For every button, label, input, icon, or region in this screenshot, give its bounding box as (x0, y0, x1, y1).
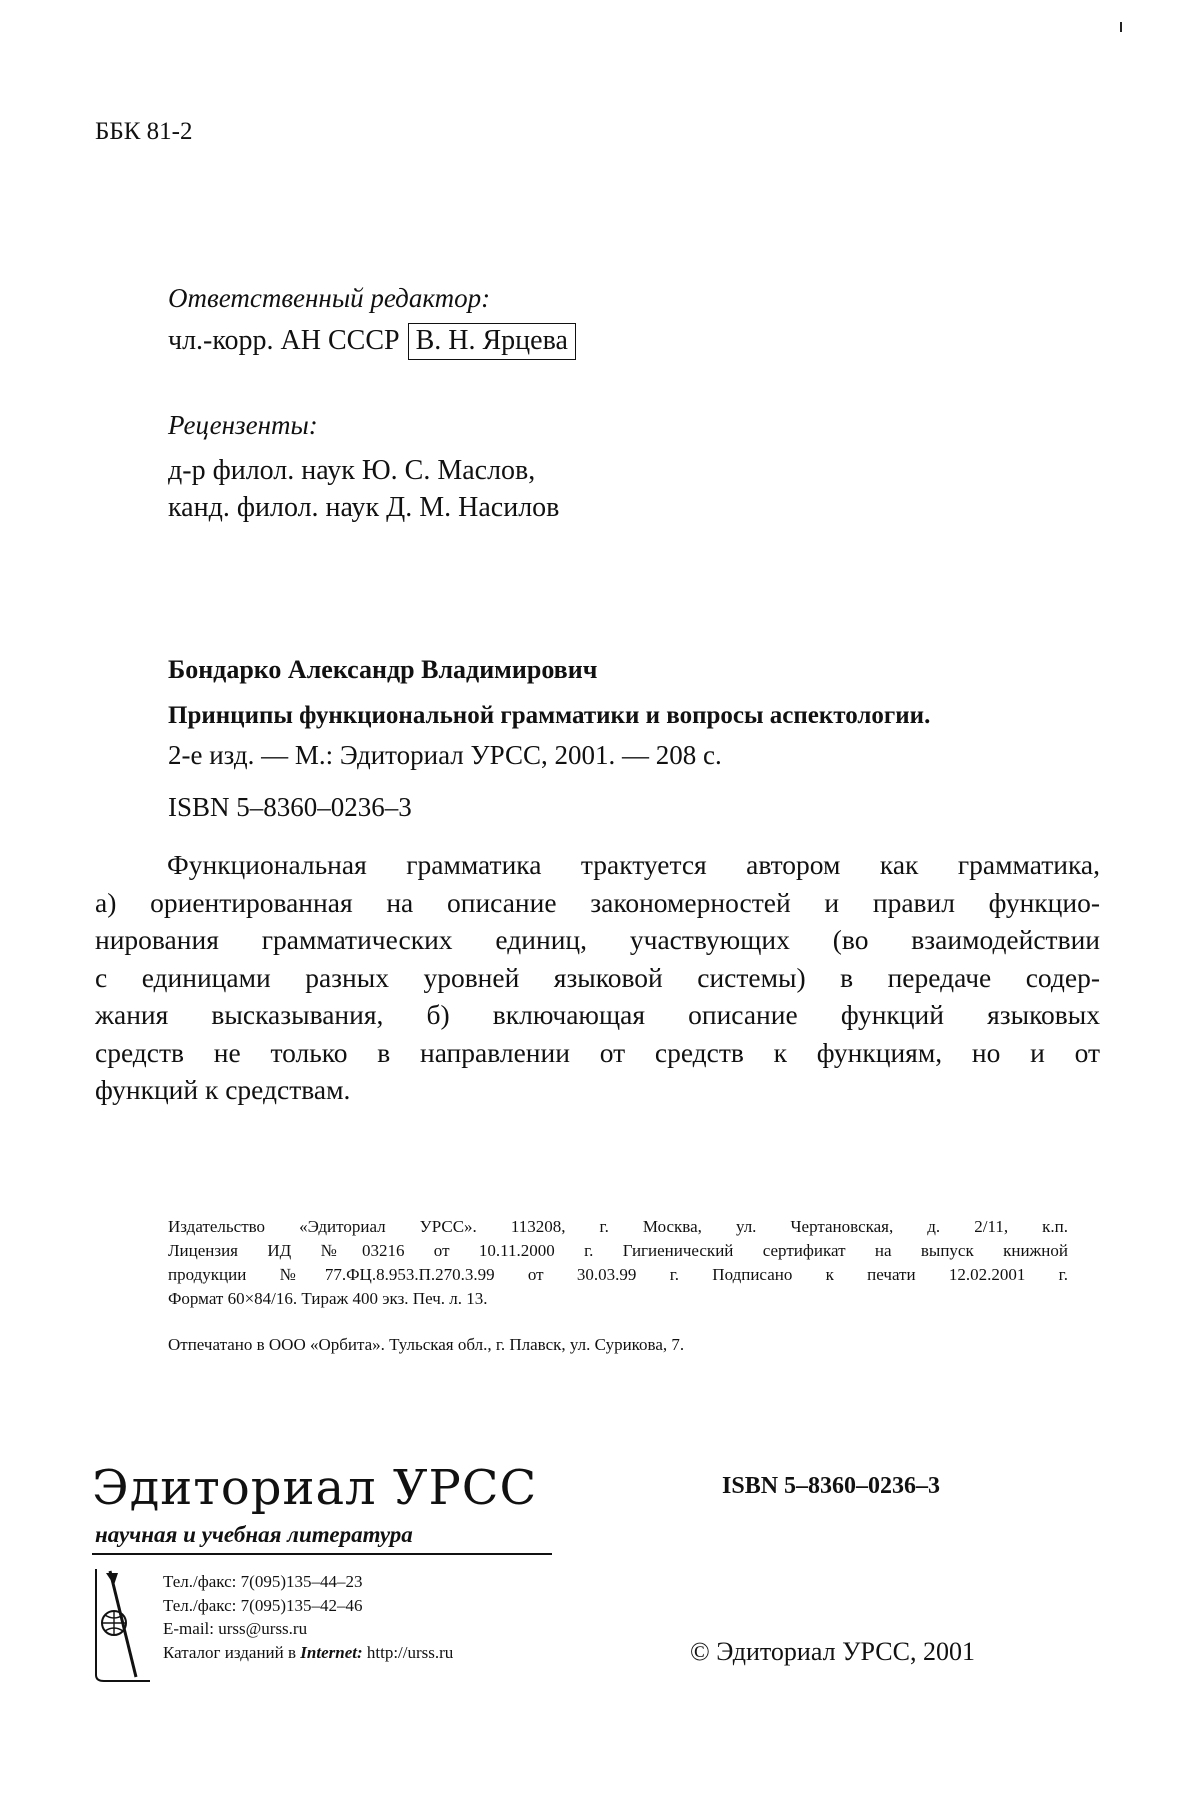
editor-name-box: В. Н. Ярцева (408, 323, 576, 360)
publisher-contacts (163, 1570, 453, 1664)
contact-email: E-mail: urss@urss.ru (163, 1619, 308, 1638)
reviewer-1: д-р филол. наук Ю. С. Маслов, (168, 455, 536, 486)
editor-label: Ответственный редактор: (168, 283, 491, 313)
catalog-internet: Internet: (300, 1642, 363, 1662)
scan-mark (1120, 22, 1122, 32)
abstract-line: нирования грамматических единиц, участвующих (во взаимодействии (95, 924, 1100, 955)
bbk-code: ББК 81-2 (95, 118, 193, 145)
imprint-line: Формат 60×84/16. Тираж 400 экз. Печ. л. 13. (168, 1289, 488, 1308)
abstract-line: жания высказывания, б) включающая описание функций языковых (95, 999, 1100, 1030)
abstract-line: средств не только в направлении от средств к функциям, но и от (95, 1036, 1100, 1068)
contact-catalog (163, 1641, 453, 1665)
imprint-line: Издательство «Эдиториал УРСС». 113208, г. Москва, ул. Чертановская, д. 2/11, к.п. (168, 1217, 1068, 1236)
publisher-emblem-icon (92, 1565, 154, 1685)
abstract-line: Функциональная грамматика трактуется автором как грамматика, (167, 849, 1100, 880)
editor-title: чл.-корр. АН СССР (168, 325, 400, 356)
printing-house: Отпечатано в ООО «Орбита». Тульская обл., г. Плавск, ул. Сурикова, 7. (168, 1335, 685, 1354)
catalog-url: http://urss.ru (362, 1642, 454, 1662)
book-title: Принципы функциональной грамматики и вопросы аспектологии. (168, 702, 931, 729)
catalog-prefix: Каталог изданий в (163, 1642, 301, 1662)
abstract-line: функций к средствам. (95, 1074, 351, 1105)
publisher-tagline: научная и учебная литература (95, 1522, 413, 1547)
book-publication: 2-е изд. — М.: Эдиториал УРСС, 2001. — 208 с. (168, 740, 722, 770)
logo-divider (92, 1553, 552, 1555)
reviewer-2: канд. филол. наук Д. М. Насилов (168, 492, 560, 523)
abstract-line: а) ориентированная на описание закономерностей и правил функцио- (95, 886, 1100, 918)
abstract-line: с единицами разных уровней языковой системы) в передаче содер- (95, 961, 1100, 993)
contact-phone-1: Тел./факс: 7(095)135–44–23 (163, 1572, 363, 1591)
imprint-line: Лицензия ИД №03216 от 10.11.2000 г. Гигиенический сертификат на выпуск книжной (168, 1241, 1068, 1260)
imprint (168, 1215, 1068, 1311)
reviewers-label: Рецензенты: (168, 410, 318, 440)
imprint-line: продукции №77.ФЦ.8.953.П.270.3.99 от 30.03.99 г. Подписано к печати 12.02.2001 г. (168, 1265, 1068, 1284)
isbn-bottom: ISBN 5–8360–0236–3 (722, 1473, 941, 1499)
book-author: Бондарко Александр Владимирович (168, 655, 598, 684)
book-isbn: ISBN 5–8360–0236–3 (168, 792, 412, 822)
contact-phone-2: Тел./факс: 7(095)135–42–46 (163, 1595, 363, 1615)
publisher-logo-name: Эдиториал УРСС (92, 1460, 538, 1516)
editor-line (168, 325, 576, 357)
abstract (95, 846, 1100, 1109)
copyright: © Эдиториал УРСС, 2001 (690, 1637, 975, 1666)
